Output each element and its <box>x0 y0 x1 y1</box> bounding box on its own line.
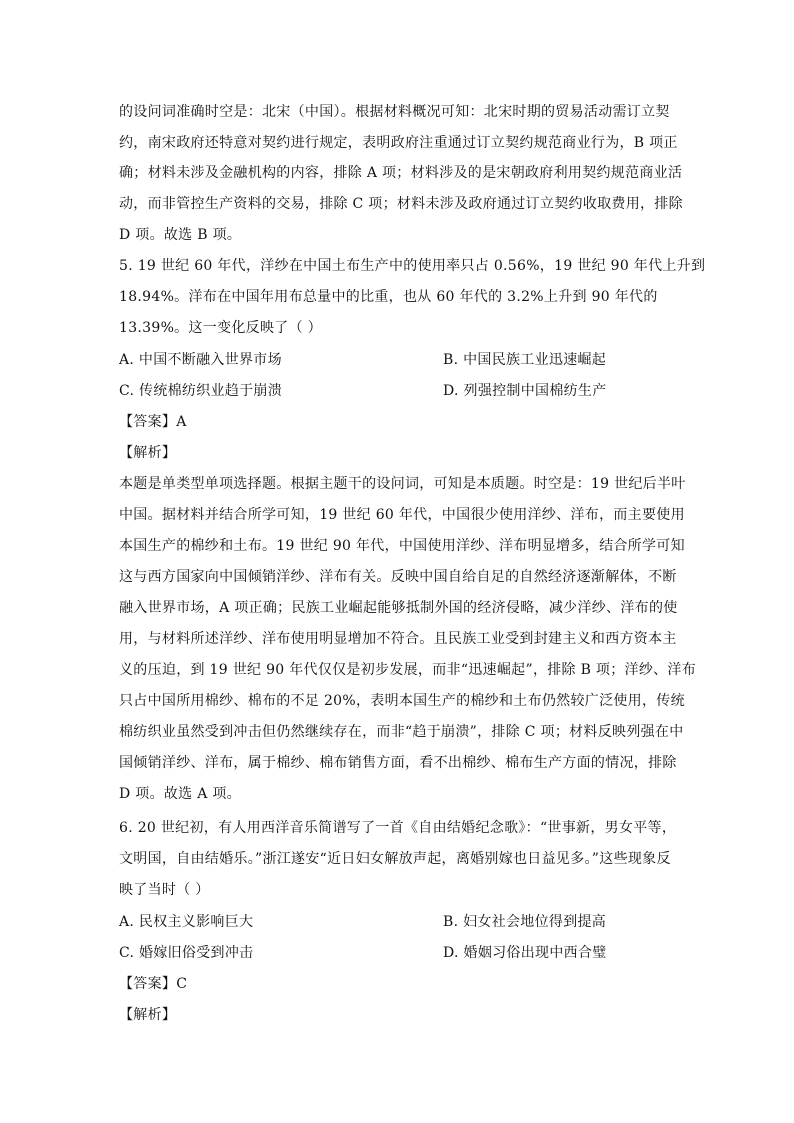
continuation-line: D 项。故选 B 项。 <box>119 227 242 243</box>
q5-analysis-line: 棉纺织业虽然受到冲击但仍然继续存在，而非“趋于崩溃”，排除 C 项；材料反映列强在中 <box>119 724 684 740</box>
q6-stem-line: 文明国，自由结婚乐。”浙江遂安“近日妇女解放声起，离婚别嫁也日益见多。”这些现象反 <box>119 851 671 867</box>
continuation-line: 确；材料未涉及金融机构的内容，排除 A 项；材料涉及的是宋朝政府利用契约规范商业活 <box>119 165 683 181</box>
q5-analysis-line: D 项。故选 A 项。 <box>119 786 241 802</box>
q5-option-c: C. 传统棉纺织业趋于崩溃 <box>119 383 283 399</box>
q5-answer: 【答案】A <box>119 414 187 430</box>
q5-analysis-label: 【解析】 <box>119 445 177 461</box>
q5-stem-line: 18.94%。洋布在中国年用布总量中的比重，也从 60 年代的 3.2%上升到 90 年代的 <box>119 289 658 305</box>
q5-analysis-line: 这与西方国家向中国倾销洋纱、洋布有关。反映中国自给自足的自然经济逐渐解体，不断 <box>119 569 677 585</box>
q5-stem-line: 13.39%。这一变化反映了（ ） <box>119 320 322 336</box>
q6-analysis-label: 【解析】 <box>119 1007 177 1023</box>
q5-analysis-line: 只占中国所用棉纱、棉布的不足 20%，表明本国生产的棉纱和土布仍然较广泛使用，传统 <box>119 693 685 709</box>
q5-analysis-line: 本题是单类型单项选择题。根据主题干的设问词，可知是本质题。时空是：19 世纪后半叶 <box>119 476 686 492</box>
q6-stem-line: 6. 20 世纪初，有人用西洋音乐简谱写了一首《自由结婚纪念歌》：“世事新，男女平等， <box>119 820 677 836</box>
q5-option-b: B. 中国民族工业迅速崛起 <box>443 352 607 368</box>
q6-option-a: A. 民权主义影响巨大 <box>119 914 254 930</box>
q5-analysis-line: 用，与材料所述洋纱、洋布使用明显增加不符合。且民族工业受到封建主义和西方资本主 <box>119 631 677 647</box>
q5-analysis-line: 中国。据材料并结合所学可知，19 世纪 60 年代，中国很少使用洋纱、洋布，而主要使用 <box>119 507 685 523</box>
q5-analysis-line: 国倾销洋纱、洋布，属于棉纱、棉布销售方面，看不出棉纱、棉布生产方面的情况，排除 <box>119 755 677 771</box>
continuation-line: 动，而非管控生产资料的交易，排除 C 项；材料未涉及政府通过订立契约收取费用，排除 <box>119 196 683 212</box>
q6-option-d: D. 婚姻习俗出现中西合璧 <box>443 945 607 961</box>
q5-stem-line: 5. 19 世纪 60 年代，洋纱在中国土布生产中的使用率只占 0.56%，19 世纪 90 年代上升到 <box>119 258 706 274</box>
q5-analysis-line: 本国生产的棉纱和土布。19 世纪 90 年代，中国使用洋纱、洋布明显增多，结合所学可知 <box>119 538 685 554</box>
q6-answer: 【答案】C <box>119 976 188 992</box>
continuation-line: 约，南宋政府还特意对契约进行规定，表明政府注重通过订立契约规范商业行为，B 项正 <box>119 135 678 151</box>
q6-option-c: C. 婚嫁旧俗受到冲击 <box>119 945 254 961</box>
q5-option-a: A. 中国不断融入世界市场 <box>119 352 282 368</box>
q6-option-b: B. 妇女社会地位得到提高 <box>443 914 607 930</box>
continuation-line: 的设问词准确时空是：北宋（中国）。根据材料概况可知：北宋时期的贸易活动需订立契 <box>119 104 670 120</box>
q5-analysis-line: 义的压迫，到 19 世纪 90 年代仅仅是初步发展，而非“迅速崛起”，排除 B 项；洋纱、洋布 <box>119 662 697 678</box>
q5-analysis-line: 融入世界市场，A 项正确；民族工业崛起能够抵制外国的经济侵略，减少洋纱、洋布的使 <box>119 600 678 616</box>
q5-option-d: D. 列强控制中国棉纺生产 <box>443 383 607 399</box>
q6-stem-line: 映了当时（ ） <box>119 882 210 898</box>
